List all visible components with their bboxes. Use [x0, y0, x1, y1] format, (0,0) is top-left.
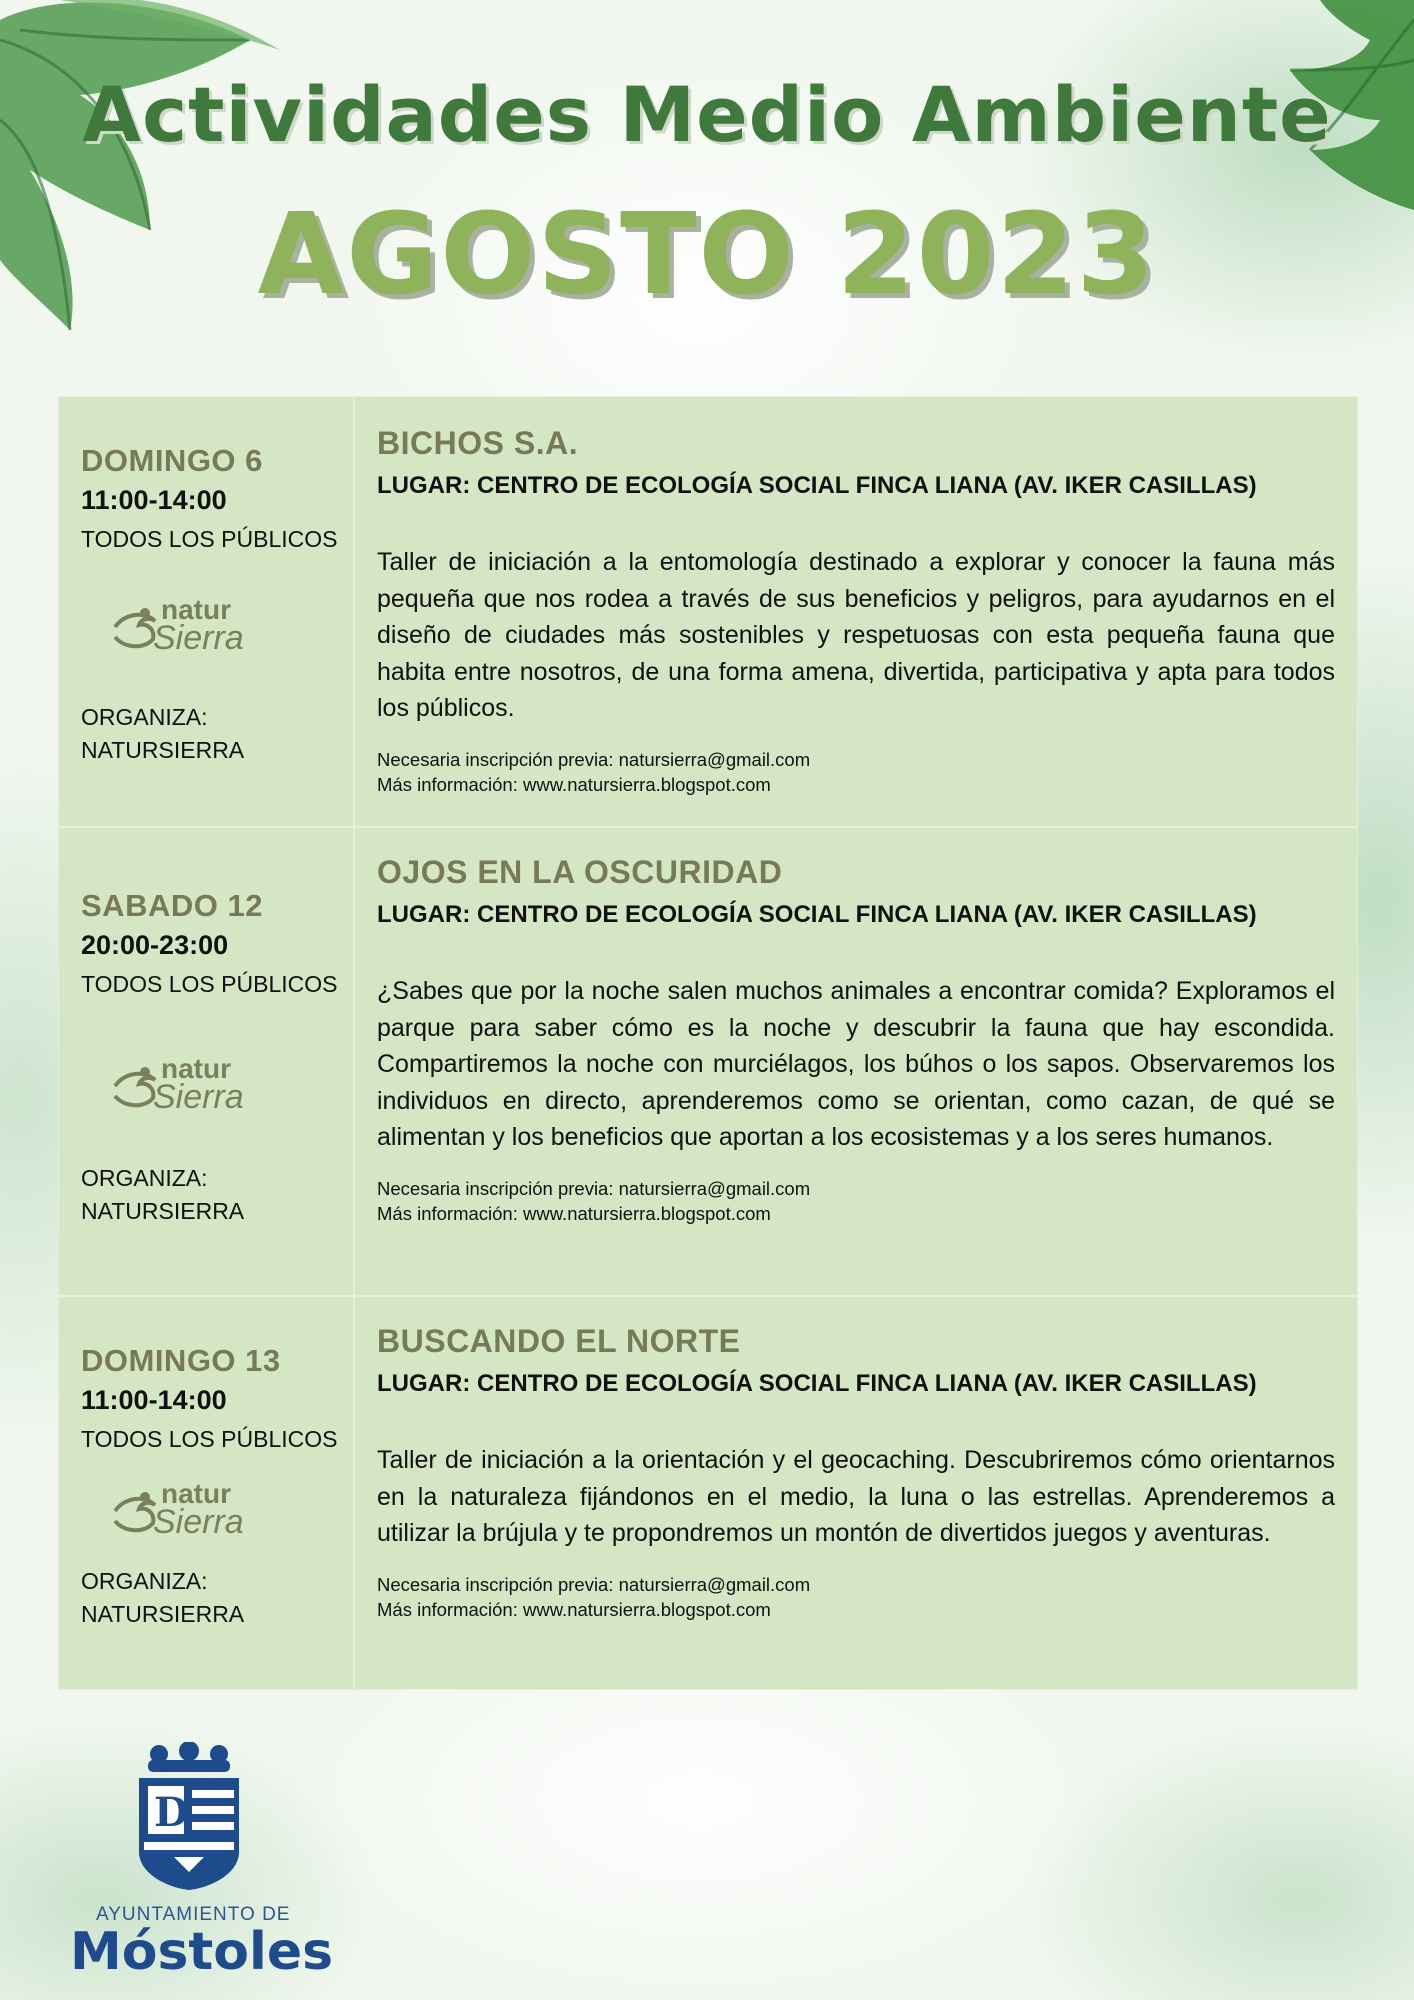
organizer-name: NATURSIERRA [81, 737, 245, 763]
event-audience: TODOS LOS PÚBLICOS [81, 526, 338, 552]
logo-text-top: natur [161, 594, 231, 625]
event-location: LUGAR: CENTRO DE ECOLOGÍA SOCIAL FINCA LIANA (AV. IKER CASILLAS) [377, 472, 1257, 499]
natursierra-logo-icon [105, 1050, 275, 1112]
natursierra-logo [105, 1050, 353, 1112]
event-registration-info [377, 747, 1335, 797]
natursierra-logo [105, 1475, 353, 1537]
registration-line: Necesaria inscripción previa: natursierra@gmail.com [377, 1177, 811, 1199]
natursierra-logo-icon [105, 1475, 275, 1537]
event-day: DOMINGO 6 [81, 443, 263, 478]
organizer-name: NATURSIERRA [81, 1198, 245, 1224]
page-subtitle-month: AGOSTO 2023 [257, 190, 1157, 320]
event-day: SABADO 12 [81, 888, 263, 923]
footer-entity-name: Móstoles [70, 1922, 334, 1982]
event-info-cell [59, 397, 355, 826]
logo-text-top: natur [161, 1053, 231, 1084]
event-audience: TODOS LOS PÚBLICOS [81, 1426, 338, 1452]
logo-text-bottom: Sierra [153, 619, 244, 653]
event-time: 20:00-23:00 [81, 930, 229, 960]
svg-text:D: D [154, 1789, 189, 1836]
registration-line: Necesaria inscripción previa: natursierra@gmail.com [377, 1573, 811, 1595]
event-details-cell [355, 828, 1357, 1295]
event-details-cell [355, 397, 1357, 826]
event-info-cell [59, 828, 355, 1295]
event-description: Taller de iniciación a la orientación y el geocaching. Descubriremos cómo orientarnos en la naturaleza fijándonos en el medio, la luna o las estrellas. Aprenderemos a utilizar la brújula y te propondremos un montón de divertidos juegos y aventuras. [377, 1446, 1335, 1547]
event-registration-info [377, 1176, 1335, 1226]
more-info-line: Más información: www.natursierra.blogspot.com [377, 1202, 771, 1224]
event-description: Taller de iniciación a la entomología destinado a explorar y conocer la fauna más pequeña que nos rodea a través de sus beneficios y peligros, para ayudarnos en el diseño de ciudades más sostenibles y respetuosas con esta pequeña fauna que habita entre nosotros, de una forma amena, divertida, participativa y apta para todos los públicos. [377, 548, 1335, 722]
event-title: OJOS EN LA OSCURIDAD [377, 854, 783, 890]
event-row [59, 1297, 1357, 1689]
event-time: 11:00-14:00 [81, 1385, 227, 1415]
more-info-line: Más información: www.natursierra.blogspot.com [377, 773, 771, 795]
organizer-name: NATURSIERRA [81, 1601, 245, 1627]
event-title: BICHOS S.A. [377, 425, 579, 461]
organizer-label: ORGANIZA: [81, 704, 208, 730]
event-location: LUGAR: CENTRO DE ECOLOGÍA SOCIAL FINCA LIANA (AV. IKER CASILLAS) [377, 1370, 1257, 1397]
logo-text-top: natur [161, 1478, 231, 1509]
event-registration-info [377, 1572, 1335, 1622]
event-details-cell [355, 1297, 1357, 1689]
event-row [59, 397, 1357, 828]
footer-entity-top: AYUNTAMIENTO DE [96, 1904, 291, 1925]
page-title: Actividades Medio Ambiente [82, 70, 1332, 159]
event-day: DOMINGO 13 [81, 1343, 281, 1378]
organizer-label: ORGANIZA: [81, 1568, 208, 1594]
event-audience: TODOS LOS PÚBLICOS [81, 971, 338, 997]
organizer-label: ORGANIZA: [81, 1165, 208, 1191]
event-info-cell [59, 1297, 355, 1689]
event-title: BUSCANDO EL NORTE [377, 1323, 741, 1359]
logo-text-bottom: Sierra [153, 1078, 244, 1112]
event-location: LUGAR: CENTRO DE ECOLOGÍA SOCIAL FINCA LIANA (AV. IKER CASILLAS) [377, 901, 1257, 928]
events-table [58, 396, 1358, 1690]
mostoles-crest-icon [134, 1742, 244, 1892]
natursierra-logo [105, 591, 353, 653]
event-description: ¿Sabes que por la noche salen muchos animales a encontrar comida? Exploramos el parque para saber cómo es la noche y descubrir la fauna que hay escondida. Compartiremos la noche con murciélagos, los búhos o los sapos. Observaremos los individuos en directo, aprenderemos como se orientan, como cazan, de qué se alimentan y los beneficios que aportan a los ecosistemas y a los seres humanos. [377, 977, 1335, 1151]
event-time: 11:00-14:00 [81, 485, 227, 515]
more-info-line: Más información: www.natursierra.blogspot.com [377, 1598, 771, 1620]
registration-line: Necesaria inscripción previa: natursierra@gmail.com [377, 748, 811, 770]
event-row [59, 828, 1357, 1297]
natursierra-logo-icon [105, 591, 275, 653]
logo-text-bottom: Sierra [153, 1503, 244, 1537]
